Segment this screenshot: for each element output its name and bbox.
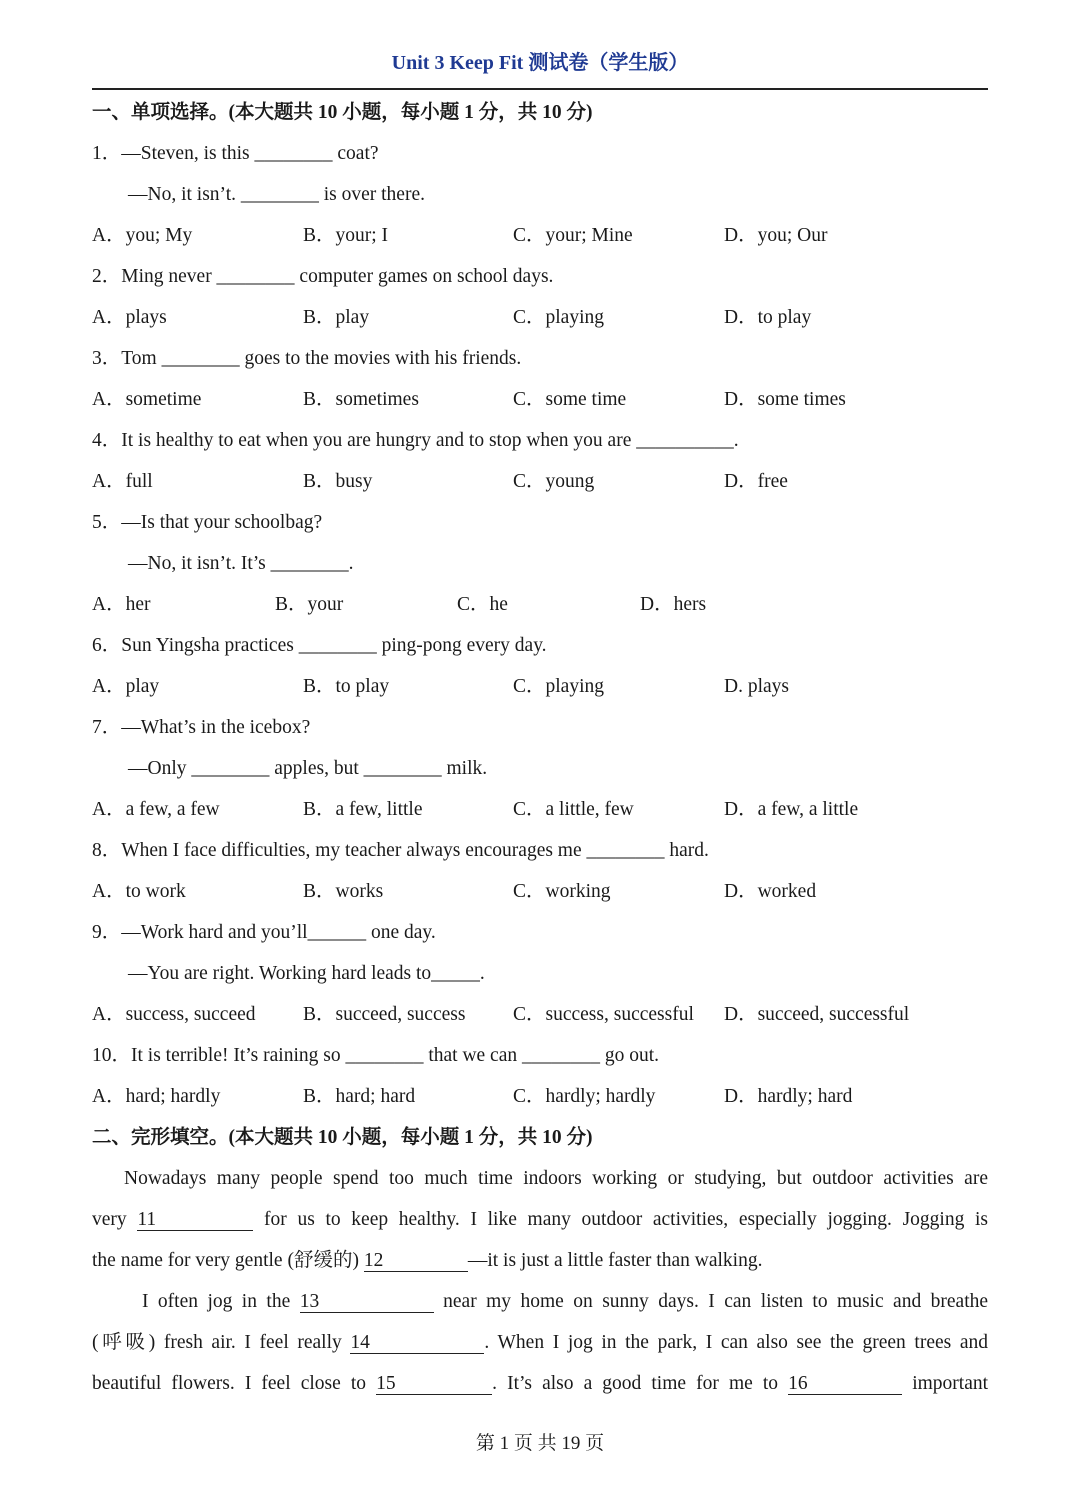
option-d[interactable]: D．free	[724, 471, 788, 492]
question-9-options	[92, 1000, 992, 1030]
blank-13[interactable]: 13	[300, 1292, 434, 1313]
question-2-options	[92, 303, 992, 333]
option-b[interactable]: B．succeed, success	[303, 1004, 466, 1025]
text: . When I jog in the park, I can also see the green trees and	[484, 1332, 988, 1353]
option-a[interactable]: A．play	[92, 676, 160, 697]
text: beautiful flowers. I feel close to	[92, 1373, 367, 1394]
option-c[interactable]: C．young	[513, 471, 595, 492]
option-d[interactable]: D．hardly; hard	[724, 1086, 853, 1107]
blank-12[interactable]: 12	[364, 1251, 468, 1272]
option-a[interactable]: A．to work	[92, 881, 186, 902]
section-2-heading: 二、完形填空。(本大题共 10 小题，每小题 1 分，共 10 分)	[92, 1127, 593, 1148]
title-divider	[92, 88, 988, 90]
text: I often jog in the	[142, 1291, 291, 1312]
option-b[interactable]: B．works	[303, 881, 384, 902]
option-a[interactable]: A．sometime	[92, 389, 202, 410]
question-4-stem: 4．It is healthy to eat when you are hungry and to stop when you are __________.	[92, 430, 739, 451]
blank-11[interactable]: 11	[137, 1210, 253, 1231]
option-b[interactable]: B．a few, little	[303, 799, 423, 820]
text: near my home on sunny days. I can listen to music and breathe	[443, 1291, 989, 1312]
blank-14[interactable]: 14	[350, 1333, 484, 1354]
page-number-footer: 第 1 页 共 19 页	[475, 1433, 605, 1454]
question-3-options	[92, 385, 992, 415]
option-d[interactable]: D. plays	[724, 676, 789, 697]
question-6-options	[92, 672, 992, 702]
option-d[interactable]: D．hers	[640, 594, 707, 615]
question-5-options	[92, 590, 992, 620]
question-8-options	[92, 877, 992, 907]
question-7-line-2: —Only ________ apples, but ________ milk.	[128, 758, 488, 779]
option-d[interactable]: D．worked	[724, 881, 817, 902]
option-b[interactable]: B．play	[303, 307, 370, 328]
option-a[interactable]: A．you; My	[92, 225, 193, 246]
question-7-options	[92, 795, 992, 825]
question-10-stem: 10．It is terrible! It’s raining so ________ that we can ________ go out.	[92, 1045, 660, 1066]
text: —it is just a little faster than walking.	[467, 1250, 763, 1271]
question-1-stem: 1．—Steven, is this ________ coat?	[92, 143, 379, 164]
option-b[interactable]: B．to play	[303, 676, 390, 697]
text: . It’s also a good time for me to	[492, 1373, 779, 1394]
question-2-stem: 2．Ming never ________ computer games on school days.	[92, 266, 554, 287]
option-c[interactable]: C．success, successful	[513, 1004, 694, 1025]
option-a[interactable]: A．a few, a few	[92, 799, 220, 820]
cloze-paragraph-2-line-3	[92, 1369, 988, 1399]
cloze-paragraph-1-line-3	[92, 1246, 988, 1276]
option-b[interactable]: B．your; I	[303, 225, 389, 246]
document-title: Unit 3 Keep Fit 测试卷（学生版）	[391, 52, 689, 74]
option-c[interactable]: C．playing	[513, 307, 604, 328]
option-d[interactable]: D．succeed, successful	[724, 1004, 910, 1025]
section-1-heading: 一、单项选择。(本大题共 10 小题，每小题 1 分，共 10 分)	[92, 102, 593, 123]
text: for us to keep healthy. I like many outdoor activities, especially jogging. Jogging is	[264, 1209, 989, 1230]
question-7-stem: 7．—What’s in the icebox?	[92, 717, 311, 738]
text: very	[92, 1209, 127, 1230]
cloze-paragraph-1-line-1: Nowadays many people spend too much time indoors working or studying, but outdoor activities are	[124, 1168, 988, 1189]
option-c[interactable]: C．working	[513, 881, 611, 902]
option-a[interactable]: A．her	[92, 594, 151, 615]
text: (呼吸) fresh air. I feel really	[92, 1332, 342, 1353]
option-c[interactable]: C．a little, few	[513, 799, 634, 820]
option-d[interactable]: D．to play	[724, 307, 812, 328]
option-a[interactable]: A．full	[92, 471, 153, 492]
option-b[interactable]: B．your	[275, 594, 344, 615]
blank-16[interactable]: 16	[788, 1374, 902, 1395]
option-b[interactable]: B．sometimes	[303, 389, 419, 410]
cloze-paragraph-2-line-1	[142, 1287, 988, 1317]
question-4-options	[92, 467, 992, 497]
question-9-stem: 9．—Work hard and you’ll______ one day.	[92, 922, 436, 943]
option-c[interactable]: C．hardly; hardly	[513, 1086, 656, 1107]
option-b[interactable]: B．busy	[303, 471, 373, 492]
question-5-line-2: —No, it isn’t. It’s ________.	[128, 553, 354, 574]
question-1-line-2: —No, it isn’t. ________ is over there.	[128, 184, 425, 205]
option-a[interactable]: A．success, succeed	[92, 1004, 256, 1025]
option-d[interactable]: D．you; Our	[724, 225, 828, 246]
question-1-options	[92, 221, 992, 251]
question-10-options	[92, 1082, 992, 1112]
question-3-stem: 3．Tom ________ goes to the movies with his friends.	[92, 348, 522, 369]
option-b[interactable]: B．hard; hard	[303, 1086, 416, 1107]
option-d[interactable]: D．some times	[724, 389, 846, 410]
option-c[interactable]: C．your; Mine	[513, 225, 633, 246]
question-8-stem: 8．When I face difficulties, my teacher always encourages me ________ hard.	[92, 840, 709, 861]
option-d[interactable]: D．a few, a little	[724, 799, 859, 820]
blank-15[interactable]: 15	[376, 1374, 492, 1395]
cloze-paragraph-1-line-2	[92, 1205, 988, 1235]
option-c[interactable]: C．he	[457, 594, 508, 615]
option-a[interactable]: A．plays	[92, 307, 167, 328]
question-5-stem: 5．—Is that your schoolbag?	[92, 512, 323, 533]
question-6-stem: 6．Sun Yingsha practices ________ ping-pong every day.	[92, 635, 547, 656]
text: important	[912, 1373, 989, 1394]
cloze-paragraph-2-line-2	[92, 1328, 988, 1358]
option-c[interactable]: C．some time	[513, 389, 627, 410]
question-9-line-2: —You are right. Working hard leads to_____.	[128, 963, 485, 984]
text: the name for very gentle (舒缓的)	[92, 1250, 359, 1271]
option-c[interactable]: C．playing	[513, 676, 604, 697]
option-a[interactable]: A．hard; hardly	[92, 1086, 221, 1107]
